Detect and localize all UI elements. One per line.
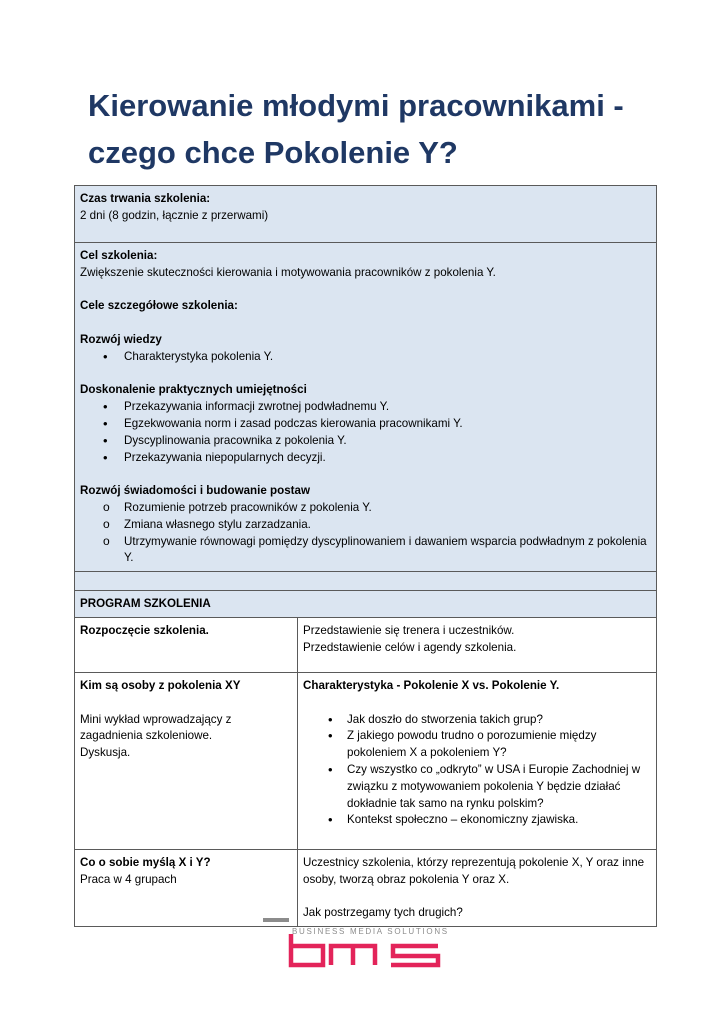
- list-item: • Charakterystyka pokolenia Y.: [124, 349, 651, 366]
- list-item: • Egzekwowania norm i zasad podczas kierowania pracownikami Y.: [124, 416, 651, 433]
- list-item: • Przekazywania niepopularnych decyzji.: [124, 450, 651, 467]
- knowledge-label: Rozwój wiedzy: [80, 332, 162, 346]
- perception-right: [298, 849, 657, 926]
- list-item: • Jak doszło do stworzenia takich grup?: [347, 712, 651, 729]
- start-line-2: Przedstawienie celów i agendy szkolenia.: [303, 640, 517, 654]
- generations-left: [75, 672, 298, 849]
- logo-grey-bar: [263, 918, 289, 922]
- generations-extra: Dyskusja.: [80, 746, 131, 760]
- start-line-1: Przedstawienie się trenera i uczestników.: [303, 623, 515, 637]
- perception-title: Co o sobie myślą X i Y?: [80, 855, 211, 869]
- generations-desc: Mini wykład wprowadzający z zagadnienia szkoleniowe.: [80, 712, 232, 743]
- awareness-list: [80, 500, 651, 567]
- program-row-start: [75, 617, 657, 672]
- skills-label: Doskonalenie praktycznych umiejętności: [80, 383, 307, 397]
- perception-left: [75, 849, 298, 926]
- title-line-1: Kierowanie młodymi pracownikami -: [88, 88, 624, 123]
- duration-value: 2 dni (8 godzin, łącznie z przerwami): [80, 208, 269, 222]
- list-item: • Dyscyplinowania pracownika z pokolenia Y.: [124, 433, 651, 450]
- goals-row: [75, 243, 657, 572]
- perception-question: Jak postrzegamy tych drugich?: [303, 906, 463, 920]
- goals-cell: [75, 243, 657, 572]
- detailed-goals-label: Cele szczegółowe szkolenia:: [80, 299, 238, 313]
- generations-right-title: Charakterystyka - Pokolenie X vs. Pokolenie Y.: [303, 678, 560, 692]
- generations-list: [303, 712, 651, 830]
- list-item: • Czy wszystko co „odkryto” w USA i Europie Zachodniej w związku z motywowaniem pokolenia Y będzie działać dokładnie tak samo na rynku polskim?: [347, 762, 651, 812]
- duration-label: Czas trwania szkolenia:: [80, 192, 211, 205]
- goal-value: Zwiększenie skuteczności kierowania i motywowania pracowników z pokolenia Y.: [80, 265, 496, 279]
- duration-row: [75, 186, 657, 243]
- program-row-perception: [75, 849, 657, 926]
- knowledge-list: [80, 349, 651, 366]
- program-header: PROGRAM SZKOLENIA: [75, 591, 657, 618]
- document-title: [88, 82, 668, 176]
- program-row-generations: [75, 672, 657, 849]
- bms-logo: [263, 918, 443, 970]
- awareness-label: Rozwój świadomości i budowanie postaw: [80, 484, 310, 498]
- list-item: • Z jakiego powodu trudno o porozumienie między pokoleniem X a pokoleniem Y?: [347, 728, 651, 762]
- training-table: [74, 185, 657, 927]
- empty-row: [75, 572, 657, 591]
- start-right: [298, 617, 657, 672]
- skills-list: [80, 399, 651, 466]
- program-header-row: [75, 591, 657, 618]
- list-item: o Zmiana własnego stylu zarzadzania.: [124, 517, 651, 534]
- duration-cell: [75, 186, 657, 243]
- start-left: Rozpoczęcie szkolenia.: [75, 617, 298, 672]
- title-line-2: czego chce Pokolenie Y?: [88, 135, 458, 170]
- logo-tagline: BUSINESS MEDIA SOLUTIONS: [292, 927, 449, 936]
- goal-label: Cel szkolenia:: [80, 249, 158, 262]
- list-item: • Kontekst społeczno – ekonomiczny zjawiska.: [347, 812, 651, 829]
- perception-desc: Praca w 4 grupach: [80, 872, 177, 886]
- generations-title: Kim są osoby z pokolenia XY: [80, 678, 241, 692]
- empty-cell: [75, 572, 657, 591]
- perception-text: Uczestnicy szkolenia, którzy reprezentują pokolenie X, Y oraz inne osoby, tworzą obraz pokolenia Y oraz X.: [303, 855, 645, 886]
- logo-bms-letters: [291, 934, 438, 965]
- list-item: o Utrzymywanie równowagi pomiędzy dyscyplinowaniem i dawaniem wsparcia podwładnym z pokolenia Y.: [124, 534, 651, 568]
- list-item: • Przekazywania informacji zwrotnej podwładnemu Y.: [124, 399, 651, 416]
- generations-right: [298, 672, 657, 849]
- list-item: o Rozumienie potrzeb pracowników z pokolenia Y.: [124, 500, 651, 517]
